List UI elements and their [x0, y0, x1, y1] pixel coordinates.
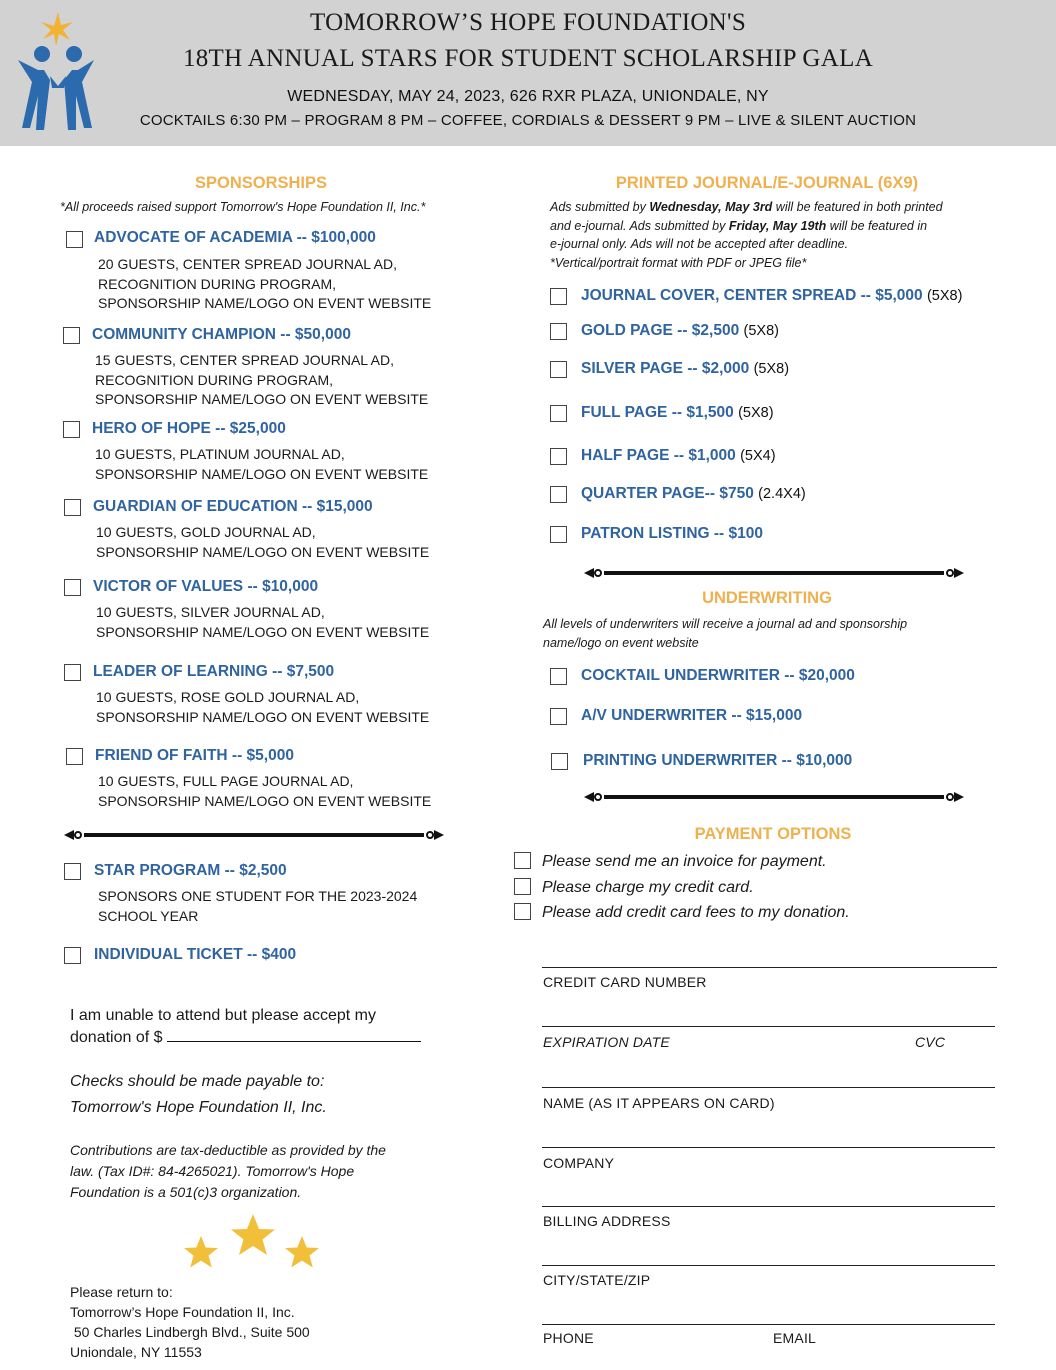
ornamental-divider-icon	[582, 566, 966, 580]
event-schedule: COCKTAILS 6:30 PM – PROGRAM 8 PM – COFFEE, CORDIALS & DESSERT 9 PM – LIVE & SILENT AUCTION	[139, 112, 917, 129]
item-description: 10 GUESTS, PLATINUM JOURNAL AD, SPONSORSHIP NAME/LOGO ON EVENT WEBSITE	[95, 446, 429, 482]
checkbox-gold-page[interactable]	[550, 323, 567, 340]
checkbox-individual-ticket[interactable]	[64, 947, 81, 964]
item-star-program: STAR PROGRAM -- $2,500	[94, 862, 287, 879]
city-state-zip-label: CITY/STATE/ZIP	[543, 1272, 651, 1288]
donation-amount-field[interactable]	[167, 1028, 421, 1042]
item-av-underwriter: A/V UNDERWRITER -- $15,000	[581, 707, 803, 724]
item-half-page: HALF PAGE -- $1,000 (5X4)	[581, 447, 776, 464]
card-number-field[interactable]	[542, 967, 997, 968]
checkbox-credit-card[interactable]	[514, 878, 531, 895]
billing-address-field[interactable]	[542, 1206, 995, 1207]
event-date-venue: WEDNESDAY, MAY 24, 2023, 626 RXR PLAZA, UNIONDALE, NY	[287, 88, 769, 105]
item-description: 20 GUESTS, CENTER SPREAD JOURNAL AD, RECOGNITION DURING PROGRAM, SPONSORSHIP NAME/LOGO ON EVENT WEBSITE	[98, 256, 432, 311]
ornamental-divider-icon	[582, 790, 966, 804]
item-printing-underwriter: PRINTING UNDERWRITER -- $10,000	[583, 752, 853, 769]
donation-text: I am unable to attend but please accept my donation of $	[70, 1005, 470, 1049]
billing-address-label: BILLING ADDRESS	[543, 1213, 671, 1229]
item-hero-of-hope: HERO OF HOPE -- $25,000	[92, 420, 286, 437]
cvc-label: CVC	[915, 1034, 946, 1050]
checkbox-patron-listing[interactable]	[550, 526, 567, 543]
item-friend-of-faith: FRIEND OF FAITH -- $5,000	[95, 747, 294, 764]
underwriting-title: UNDERWRITING	[702, 589, 832, 607]
card-number-label: CREDIT CARD NUMBER	[543, 974, 707, 990]
cardholder-name-field[interactable]	[542, 1087, 995, 1088]
item-description: 10 GUESTS, ROSE GOLD JOURNAL AD, SPONSORSHIP NAME/LOGO ON EVENT WEBSITE	[96, 689, 430, 725]
expiration-cvc-field[interactable]	[542, 1026, 995, 1027]
checkbox-community-champion[interactable]	[63, 327, 80, 344]
item-patron-listing: PATRON LISTING -- $100	[581, 525, 764, 542]
item-description: 10 GUESTS, FULL PAGE JOURNAL AD, SPONSORSHIP NAME/LOGO ON EVENT WEBSITE	[98, 773, 432, 809]
item-advocate-of-academia: ADVOCATE OF ACADEMIA -- $100,000	[94, 229, 376, 246]
checkbox-full-page[interactable]	[550, 405, 567, 422]
checkbox-guardian-of-education[interactable]	[64, 499, 81, 516]
item-journal-cover: JOURNAL COVER, CENTER SPREAD -- $5,000 (5X8)	[581, 287, 963, 304]
return-address: Please return to: Tomorrow’s Hope Foundation II, Inc. 50 Charles Lindbergh Blvd., Suite 500 Uniondale, NY 11553	[70, 1284, 310, 1360]
title-line-1: TOMORROW’S HOPE FOUNDATION'S	[309, 9, 747, 36]
checkbox-friend-of-faith[interactable]	[66, 748, 83, 765]
checkbox-victor-of-values[interactable]	[64, 579, 81, 596]
item-silver-page: SILVER PAGE -- $2,000 (5X8)	[581, 360, 790, 377]
checkbox-leader-of-learning[interactable]	[64, 664, 81, 681]
item-full-page: FULL PAGE -- $1,500 (5X8)	[581, 404, 774, 421]
checkbox-printing-underwriter[interactable]	[551, 753, 568, 770]
checkbox-invoice[interactable]	[514, 852, 531, 869]
checkbox-star-program[interactable]	[64, 863, 81, 880]
city-state-zip-field[interactable]	[542, 1265, 995, 1266]
payment-options-title: PAYMENT OPTIONS	[694, 825, 852, 843]
checkbox-hero-of-hope[interactable]	[63, 421, 80, 438]
company-label: COMPANY	[543, 1155, 615, 1171]
underwriting-note: All levels of underwriters will receive a journal ad and sponsorship name/logo on event website	[543, 617, 908, 650]
item-community-champion: COMMUNITY CHAMPION -- $50,000	[92, 326, 351, 343]
sponsorships-note: *All proceeds raised support Tomorrow's Hope Foundation II, Inc.*	[60, 200, 426, 214]
item-quarter-page: QUARTER PAGE-- $750 (2.4X4)	[581, 485, 806, 502]
item-victor-of-values: VICTOR OF VALUES -- $10,000	[93, 578, 319, 595]
header-banner	[0, 0, 1056, 146]
checks-payable-text: Checks should be made payable to: Tomorrow's Hope Foundation II, Inc.	[70, 1073, 327, 1116]
item-cocktail-underwriter: COCKTAIL UNDERWRITER -- $20,000	[581, 667, 855, 684]
checkbox-cocktail-underwriter[interactable]	[550, 668, 567, 685]
phone-email-field[interactable]	[542, 1324, 995, 1325]
expiration-label: EXPIRATION DATE	[543, 1034, 670, 1050]
sponsorships-title: SPONSORSHIPS	[194, 174, 328, 192]
email-label: EMAIL	[773, 1330, 817, 1346]
phone-label: PHONE	[543, 1330, 594, 1346]
title-line-2: 18TH ANNUAL STARS FOR STUDENT SCHOLARSHIP GALA	[182, 45, 874, 72]
checkbox-advocate-of-academia[interactable]	[66, 231, 83, 248]
payment-option-credit-card: Please charge my credit card.	[542, 879, 754, 896]
payment-option-add-fees: Please add credit card fees to my donation.	[542, 904, 850, 921]
item-description: 15 GUESTS, CENTER SPREAD JOURNAL AD, RECOGNITION DURING PROGRAM, SPONSORSHIP NAME/LOGO ON EVENT WEBSITE	[95, 352, 429, 407]
journal-note: Ads submitted by Wednesday, May 3rd will be featured in both printed and e-journal. Ads submitted by Friday, May 19th will be featured in e-journal only. Ads will not be accepted after deadline. *Vertical/portrait format with PDF or JPEG file*	[550, 200, 943, 270]
item-guardian-of-education: GUARDIAN OF EDUCATION -- $15,000	[93, 498, 373, 515]
checkbox-journal-cover[interactable]	[550, 288, 567, 305]
company-field[interactable]	[542, 1147, 995, 1148]
checkbox-silver-page[interactable]	[550, 361, 567, 378]
item-leader-of-learning: LEADER OF LEARNING -- $7,500	[93, 663, 335, 680]
checkbox-half-page[interactable]	[550, 448, 567, 465]
cardholder-name-label: NAME (AS IT APPEARS ON CARD)	[543, 1095, 775, 1111]
ornamental-divider-icon	[62, 828, 446, 842]
tax-deductible-note: Contributions are tax-deductible as provided by the law. (Tax ID#: 84-4265021). Tomorrow's Hope Foundation is a 501(c)3 organization.	[70, 1142, 386, 1200]
checkbox-quarter-page[interactable]	[550, 486, 567, 503]
checkbox-av-underwriter[interactable]	[550, 708, 567, 725]
item-description: SPONSORS ONE STUDENT FOR THE 2023-2024 SCHOOL YEAR	[98, 888, 418, 924]
journal-title: PRINTED JOURNAL/E-JOURNAL (6X9)	[615, 174, 919, 192]
payment-option-invoice: Please send me an invoice for payment.	[542, 853, 827, 870]
checkbox-add-fees[interactable]	[514, 903, 531, 920]
item-description: 10 GUESTS, GOLD JOURNAL AD, SPONSORSHIP NAME/LOGO ON EVENT WEBSITE	[96, 524, 430, 560]
three-gold-stars-icon	[180, 1212, 325, 1274]
item-individual-ticket: INDIVIDUAL TICKET -- $400	[94, 946, 297, 963]
item-description: 10 GUESTS, SILVER JOURNAL AD, SPONSORSHIP NAME/LOGO ON EVENT WEBSITE	[96, 604, 430, 640]
item-gold-page: GOLD PAGE -- $2,500 (5X8)	[581, 322, 779, 339]
